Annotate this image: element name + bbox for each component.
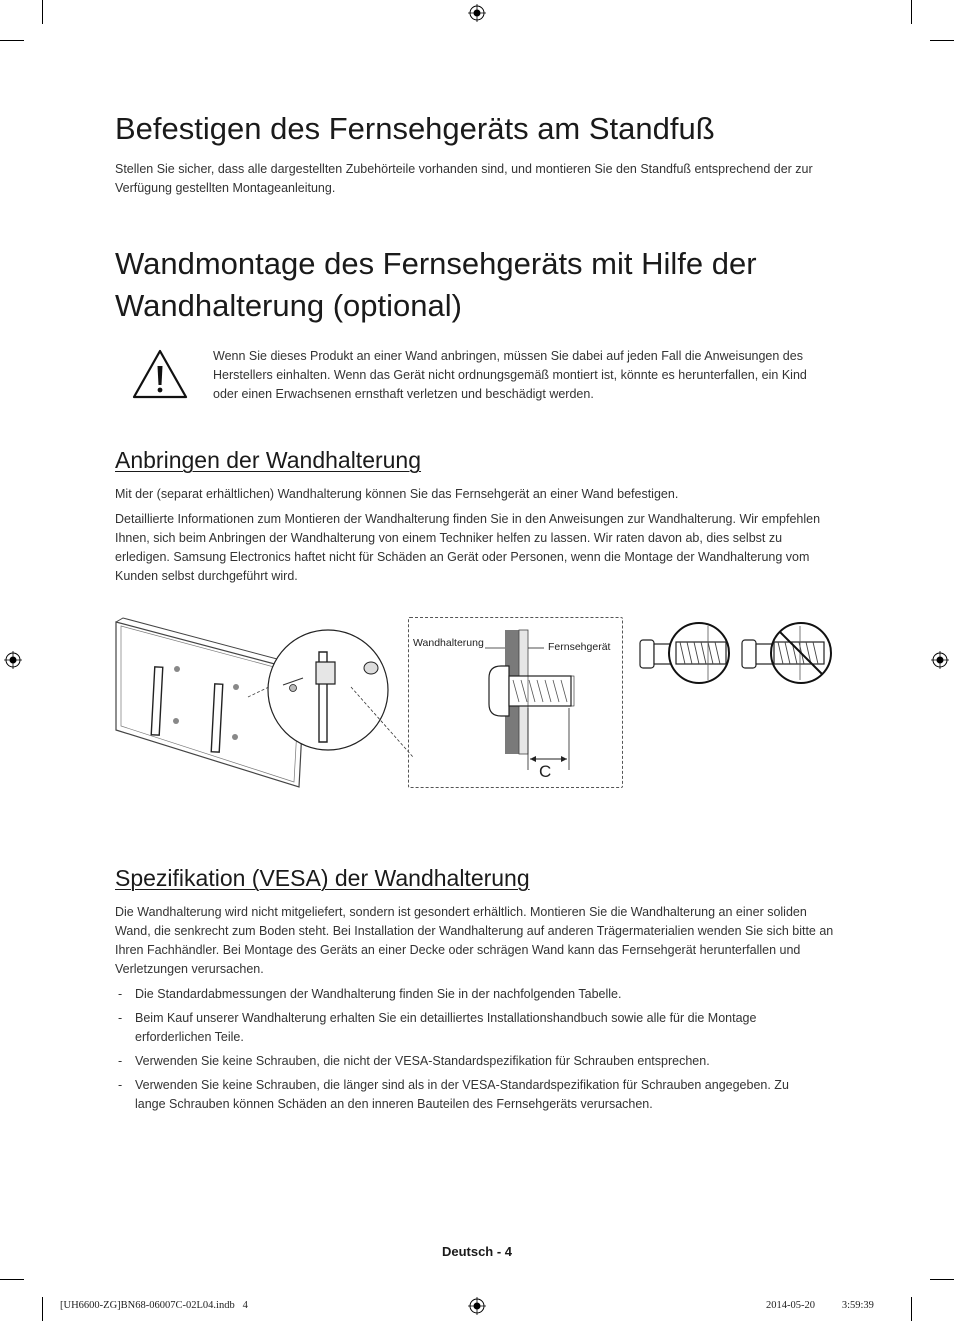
label-wall-bracket: Wandhalterung (413, 637, 484, 649)
crop-mark (930, 1279, 954, 1280)
crop-mark (0, 1279, 24, 1280)
warning-text: Wenn Sie dieses Produkt an einer Wand anbringen, müssen Sie dabei auf jeden Fall die Anweisungen des Herstellers einhalten. Wenn das Gerät nicht ordnungsgemäß montiert ist, könnte es herunterfallen, ein Kind oder einen Erwachsenen ernsthaft verletzen und beschädigt werden. (213, 349, 807, 401)
section-title-vesa: Spezifikation (VESA) der Wandhalterung (115, 865, 530, 891)
tv-back-illustration (113, 612, 418, 794)
section-title-bracket: Anbringen der Wandhalterung (115, 447, 422, 473)
crop-mark (930, 40, 954, 41)
crop-mark (911, 0, 912, 24)
stand-instructions: Stellen Sie sicher, dass alle dargestellten Zubehörteile vorhanden sind, und montieren Sie den Standfuß entsprechend der zur Verfügung gestellten Montageanleitung. (115, 162, 813, 195)
correct-screw-icon (636, 620, 732, 686)
incorrect-screw-icon (738, 620, 838, 686)
registration-mark-icon (4, 651, 22, 669)
list-item: - Verwenden Sie keine Schrauben, die länger sind als in der VESA-Standardspezifikation für Schrauben angegeben. Zu lange Schrauben können Schäden an den inneren Bauteilen des Fernsehgeräts verursachen. (115, 1076, 820, 1114)
crop-mark (0, 40, 24, 41)
registration-mark-icon (468, 4, 486, 22)
warning-triangle-icon (131, 348, 189, 400)
crop-mark (42, 0, 43, 24)
section-title-stand: Befestigen des Fernsehgeräts am Standfuß (115, 111, 715, 146)
bracket-details: Detaillierte Informationen zum Montieren der Wandhalterung finden Sie in den Anweisungen zur Wandhalterung. Wir empfehlen Ihnen, sich beim Anbringen der Wandhalterung von einem Techniker helfen zu lassen. Wir raten davon ab, dies selbst zu erledigen. Samsung Electronics haftet nicht für Schäden an Gerät oder Personen, wenn die Montage der Wandhalterung vom Kunden selbst durchgeführt wird. (115, 512, 821, 583)
vesa-notes-list (115, 985, 820, 1119)
bracket-intro: Mit der (separat erhältlichen) Wandhalterung können Sie das Fernsehgerät an einer Wand befestigen. (115, 487, 679, 501)
crop-mark (911, 1297, 912, 1321)
section-title-wall-mount: Wandmontage des Fernsehgeräts mit Hilfe der Wandhalterung (optional) (115, 246, 757, 323)
print-slug-date: 2014-05-20 ￿￿ 3:59:39 (766, 1300, 874, 1311)
crop-mark (42, 1297, 43, 1321)
screen-section-box (408, 617, 623, 788)
registration-mark-icon (468, 1297, 486, 1315)
registration-mark-icon (931, 651, 949, 669)
list-item: - Verwenden Sie keine Schrauben, die nicht der VESA-Standardspezifikation für Schrauben entsprechen. (115, 1052, 820, 1071)
vesa-intro: Die Wandhalterung wird nicht mitgeliefert, sondern ist gesondert erhältlich. Montieren Sie die Wandhalterung an einer soliden Wand, die senkrecht zum Boden steht. Bei Installation der Wandhalterung auf anderen Trägermaterialien wenden Sie sich bitte an Ihren Fachhändler. Bei Montage des Geräts an einer Decke oder schrägen Wand kann das Fernsehgerät herunterfallen und Verletzungen verursachen. (115, 905, 834, 976)
label-screw-length: C (539, 762, 552, 781)
print-slug-file: [UH6600-ZG]BN68-06007C-02L04.indb 4 (60, 1300, 248, 1311)
page-number: Deutsch - 4 (441, 1244, 513, 1259)
list-item: - Beim Kauf unserer Wandhalterung erhalten Sie ein detailliertes Installationshandbuch sowie alle für die Montage erforderlichen Teile. (115, 1009, 820, 1047)
list-item: - Die Standardabmessungen der Wandhalterung finden Sie in der nachfolgenden Tabelle. (115, 985, 820, 1004)
label-tv: Fernsehgerät (548, 641, 611, 653)
